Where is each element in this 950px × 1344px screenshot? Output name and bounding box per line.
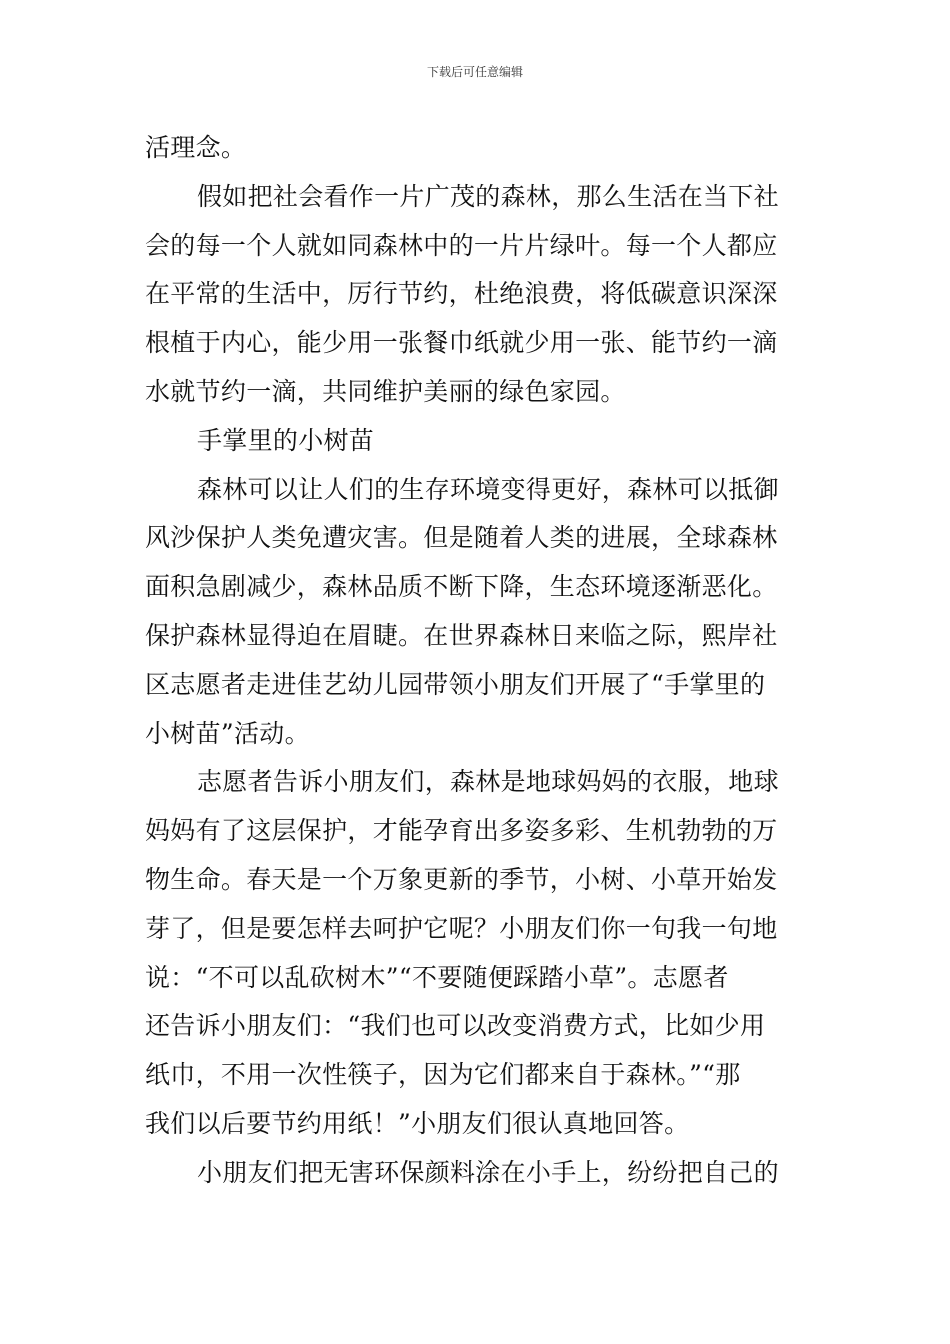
text-line: 妈妈有了这层保护，才能孕育出多姿多彩、生机勃勃的万 [145, 816, 778, 846]
section-heading: 手掌里的小树苗 [197, 425, 375, 455]
text-line: 物生命。春天是一个万象更新的季节，小树、小草开始发 [145, 864, 778, 894]
paragraph-start-line: 志愿者告诉小朋友们，森林是地球妈妈的衣服，地球 [197, 767, 779, 797]
text-line: 芽了，但是要怎样去呵护它呢？小朋友们你一句我一句地 [145, 913, 778, 943]
text-line: 风沙保护人类免遭灾害。但是随着人类的进展，全球森林 [145, 523, 778, 553]
document-body [145, 124, 810, 1198]
text-line: 面积急剧减少，森林品质不断下降，生态环境逐渐恶化。 [145, 572, 778, 602]
text-line: 在平常的生活中，厉行节约，杜绝浪费，将低碳意识深深 [145, 279, 778, 309]
text-line: 小树苗”活动。 [145, 718, 310, 748]
text-line: 还告诉小朋友们：“我们也可以改变消费方式，比如少用 [145, 1011, 766, 1041]
text-line: 会的每一个人就如同森林中的一片片绿叶。每一个人都应 [145, 230, 778, 260]
text-line: 区志愿者走进佳艺幼儿园带领小朋友们开展了“手掌里的 [145, 669, 766, 699]
text-line: 纸巾，不用一次性筷子，因为它们都来自于森林。”“那 [145, 1060, 741, 1090]
paragraph-start-line: 假如把社会看作一片广茂的森林，那么生活在当下社 [197, 181, 779, 211]
text-line: 说：“不可以乱砍树木”“不要随便踩踏小草”。志愿者 [145, 962, 729, 992]
text-line: 我们以后要节约用纸！”小朋友们很认真地回答。 [145, 1108, 690, 1138]
text-line: 活理念。 [145, 133, 247, 162]
text-line: 保护森林显得迫在眉睫。在世界森林日来临之际，熙岸社 [145, 620, 778, 650]
paragraph-start-line: 森林可以让人们的生存环境变得更好，森林可以抵御 [197, 474, 779, 504]
text-line: 水就节约一滴，共同维护美丽的绿色家园。 [145, 376, 626, 406]
page-header: 下载后可任意编辑 [426, 65, 523, 79]
text-line: 根植于内心，能少用一张餐巾纸就少用一张、能节约一滴 [145, 328, 778, 358]
paragraph-start-line: 小朋友们把无害环保颜料涂在小手上，纷纷把自己的 [197, 1157, 779, 1187]
